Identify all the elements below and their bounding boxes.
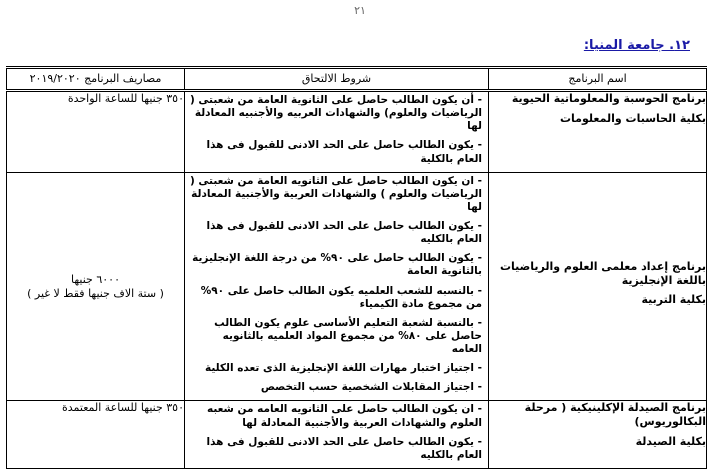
programs-table xyxy=(6,66,707,469)
cost-text: ٣٥٠ جنيها للساعة الواحدة xyxy=(67,92,184,105)
condition-item: - أن يكون الطالب حاصل على الثانوية العامة من شعبتى ( الرياضيات والعلوم) والشهادات العربيه والأجنبيه المعادلة لها xyxy=(189,94,482,133)
header-costs: مصاريف البرنامج ٢٠١٩/٢٠٢٠ xyxy=(7,68,185,91)
page-number: ٢١ xyxy=(354,4,366,17)
condition-item: - يكون الطالب حاصل على الحد الادنى للقبول فى هذا العام بالكلية xyxy=(189,139,482,165)
cost-text: ٦٠٠٠ جنيها xyxy=(71,272,120,286)
faculty-name: بكلية الصيدلة xyxy=(635,434,706,448)
cost-cell xyxy=(7,91,185,173)
cost-text-words: ( ستة الاف جنيها فقط لا غير ) xyxy=(27,286,164,300)
header-conditions: شروط الالتحاق xyxy=(185,68,489,91)
condition-item: - بالنسبه للشعب العلميه يكون الطالب حاصل على ٩٠% من مجموع مادة الكيمياء xyxy=(189,285,482,311)
section-heading: ١٢. جامعة المنيا: xyxy=(583,38,690,53)
header-program: اسم البرنامج xyxy=(489,68,707,91)
conditions-cell xyxy=(185,401,489,469)
table-row xyxy=(7,401,707,469)
program-name: برنامج الحوسبة والمعلوماتية الحيوية xyxy=(511,92,706,105)
condition-item: - يكون الطالب حاصل على الحد الادنى للقبول فى هذا العام بالكليه xyxy=(189,436,482,462)
cost-cell xyxy=(7,172,185,401)
table-row xyxy=(7,91,707,173)
program-name-cell xyxy=(489,91,707,173)
condition-item: - يكون الطالب حاصل على الحد الادنى للقبول فى هذا العام بالكليه xyxy=(189,220,482,246)
table-header-row xyxy=(7,68,707,91)
program-name-cell xyxy=(489,172,707,401)
program-name: برنامج الصيدلة الإكلينيكية ( مرحلة البكالوريوس) xyxy=(524,401,706,429)
condition-item: - اجتياز المقابلات الشخصية حسب التخصص xyxy=(189,381,482,394)
faculty-name: بكلية الحاسبات والمعلومات xyxy=(560,111,706,125)
condition-item: - اجتياز اختبار مهارات اللغة الإنجليزية الذى تعده الكلية xyxy=(189,362,482,375)
faculty-name: بكلية التربية xyxy=(641,293,706,307)
conditions-cell xyxy=(185,172,489,401)
cost-text: ٣٥٠ جنيها للساعة المعتمدة xyxy=(62,401,184,415)
program-name-cell xyxy=(489,401,707,469)
program-name: برنامج إعداد معلمى العلوم والرياضيات باللغة الإنجليزية xyxy=(499,259,706,287)
table-row xyxy=(7,172,707,401)
condition-item: - ان يكون الطالب حاصل على الثانويه العامه من شعبه العلوم والشهادات العربية والأجنبية المعادلة لها xyxy=(189,403,482,429)
condition-item: - يكون الطالب حاصل على ٩٠% من درجة اللغة الإنجليزية بالثانوية العامة xyxy=(189,252,482,278)
condition-item: - ان يكون الطالب حاصل على الثانويه العامة من شعبتى ( الرياضيات والعلوم ) والشهادات العربية والأجنبية المعادلة لها xyxy=(189,175,482,214)
cost-cell xyxy=(7,401,185,469)
condition-item: - بالنسبة لشعبة التعليم الأساسى علوم يكون الطالب حاصل على ٨٠% من مجموع المواد العلميه بالثانويه العامه xyxy=(189,317,482,356)
conditions-cell xyxy=(185,91,489,173)
